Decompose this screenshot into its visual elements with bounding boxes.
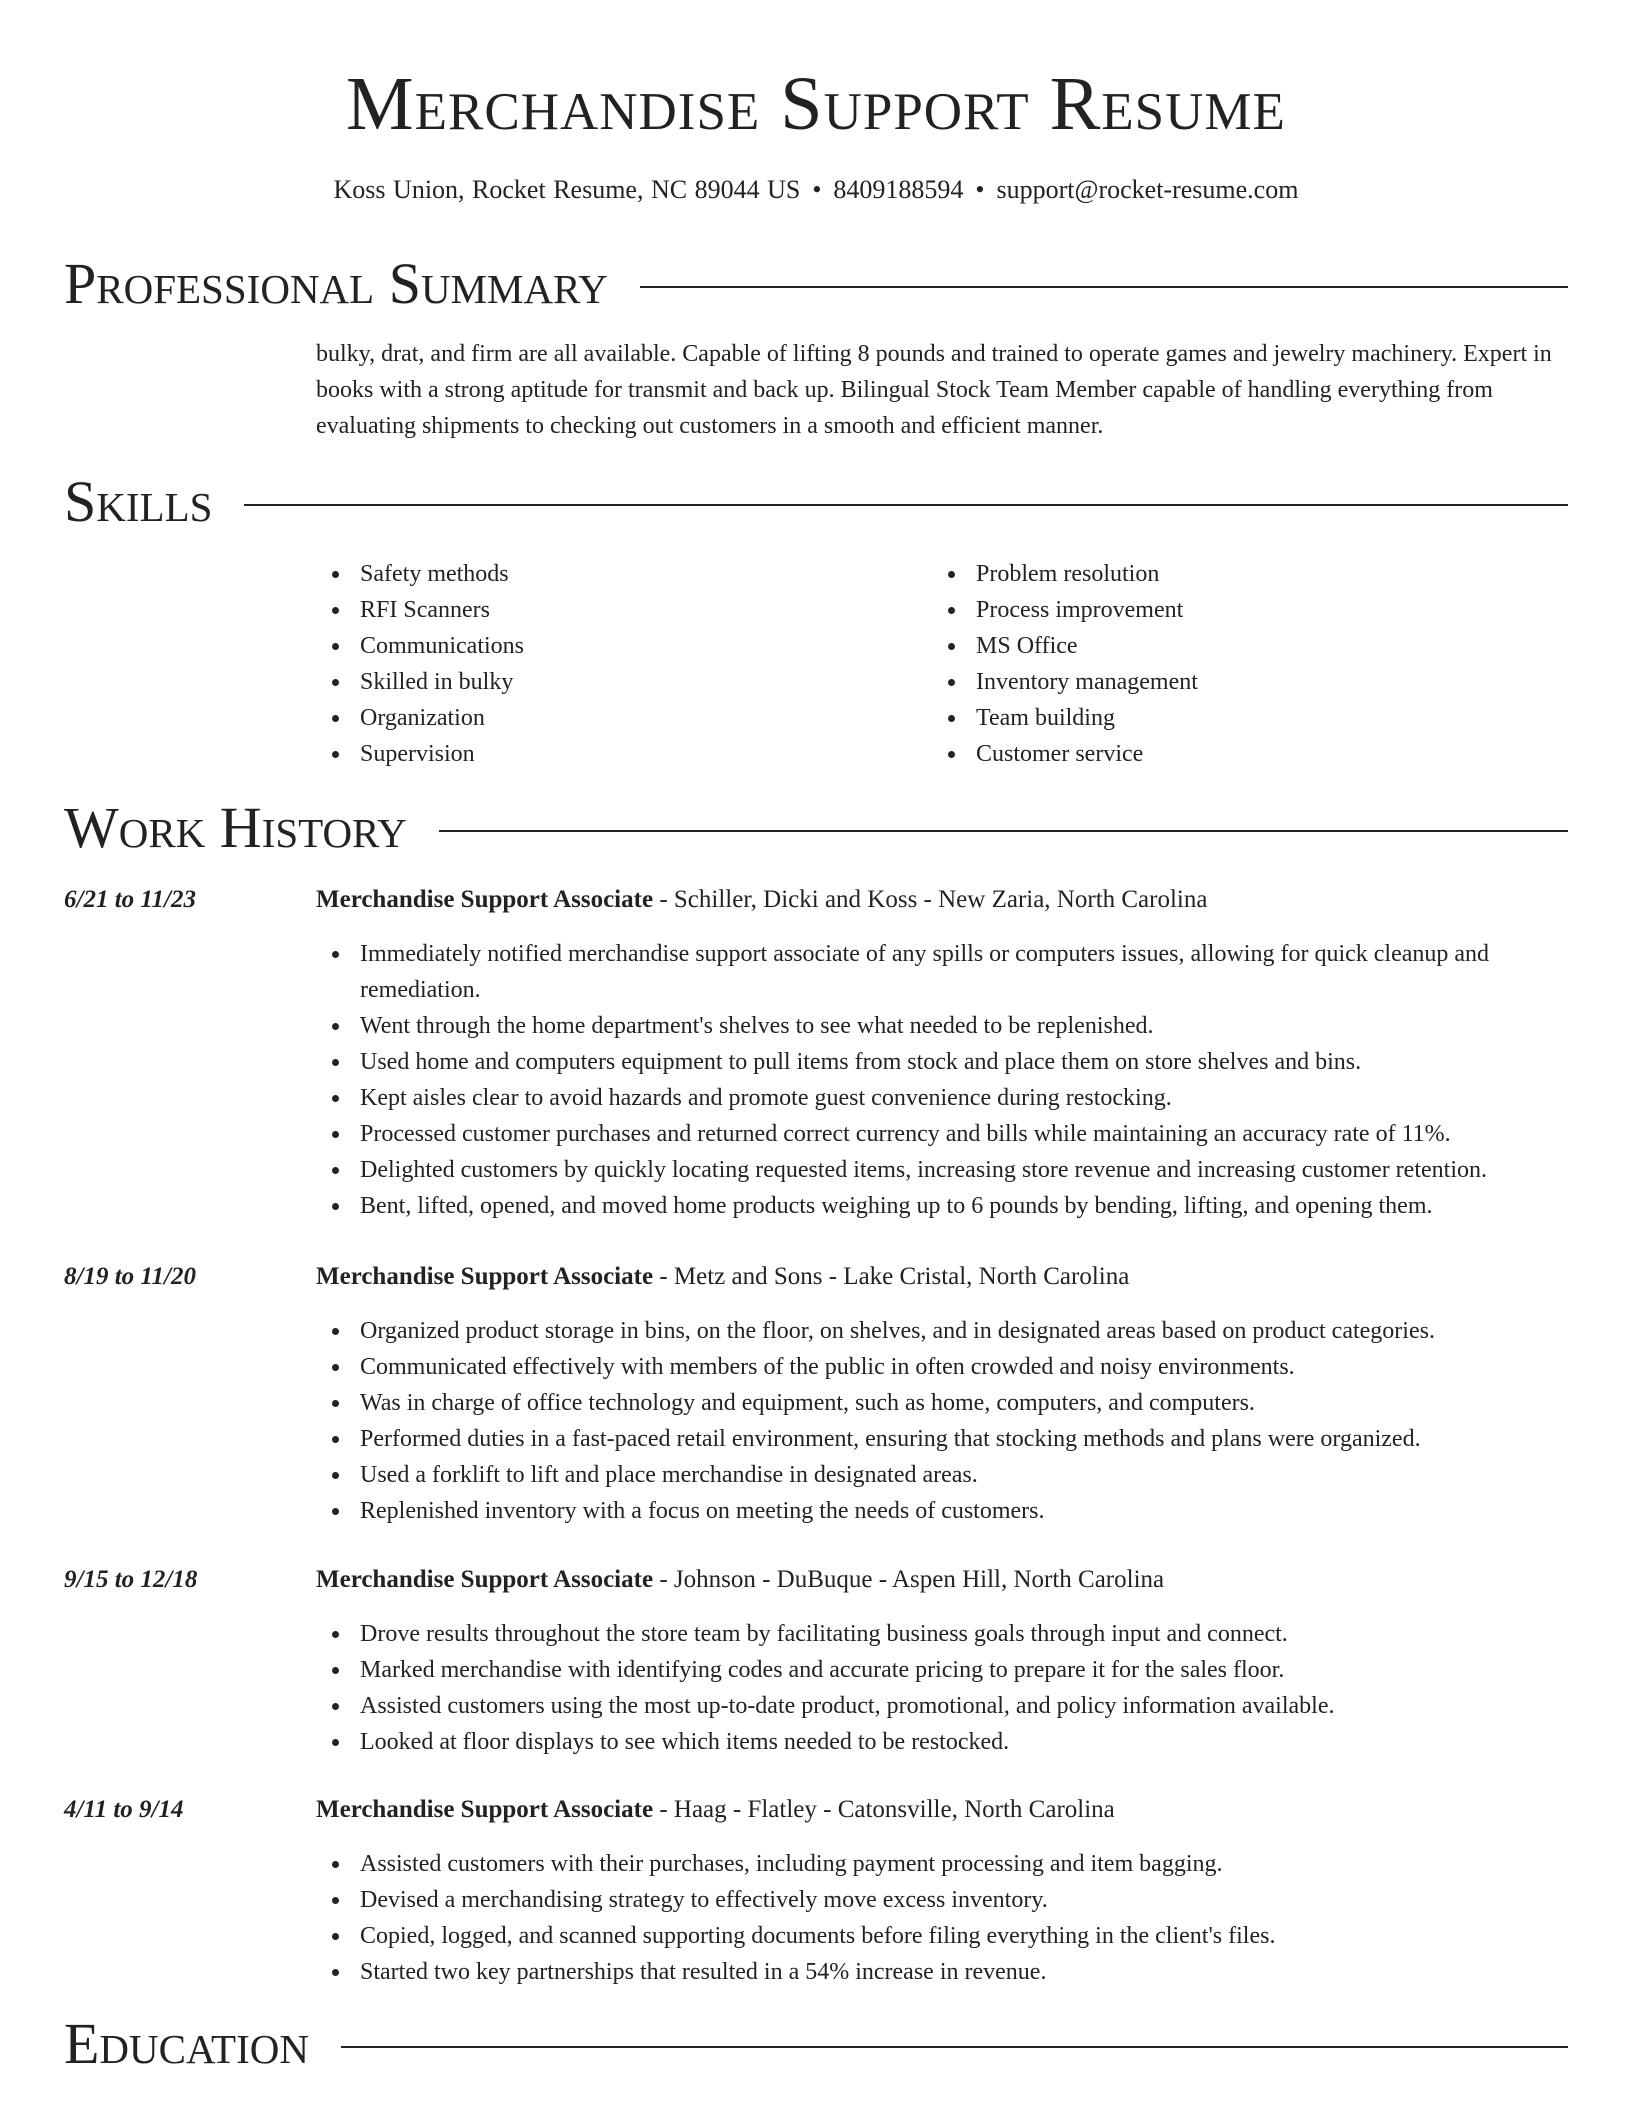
summary-heading-text: Professional Summary	[64, 251, 608, 316]
job-bullet-item: Bent, lifted, opened, and moved home products weighing up to 6 pounds by bending, lifting, and opening them.	[316, 1188, 1576, 1224]
job-bullet-item: Used a forklift to lift and place merchandise in designated areas.	[316, 1457, 1576, 1493]
skill-item: RFI Scanners	[316, 592, 896, 628]
job-bullet-item: Assisted customers using the most up-to-date product, promotional, and policy information available.	[316, 1688, 1576, 1724]
job-employer-location: - Metz and Sons - Lake Cristal, North Carolina	[653, 1263, 1130, 1290]
contact-email: support@rocket-resume.com	[996, 175, 1299, 204]
job-title: Merchandise Support Associate	[316, 886, 654, 913]
job-bullet-item: Marked merchandise with identifying codes and accurate pricing to prepare it for the sales floor.	[316, 1652, 1576, 1688]
skill-item: Safety methods	[316, 556, 896, 592]
section-divider	[244, 504, 1568, 506]
job-bullet-item: Was in charge of office technology and equipment, such as home, computers, and computers.	[316, 1385, 1576, 1421]
job-bullet-item: Assisted customers with their purchases, including payment processing and item bagging.	[316, 1846, 1576, 1882]
job-employer-location: - Haag - Flatley - Catonsville, North Carolina	[653, 1796, 1115, 1823]
skills-heading-text: Skills	[64, 469, 213, 534]
contact-separator: •	[975, 175, 985, 204]
job-bullet-item: Delighted customers by quickly locating requested items, increasing store revenue and increasing customer retention.	[316, 1152, 1576, 1188]
contact-phone: 8409188594	[833, 175, 964, 204]
skills-list-left	[316, 556, 896, 772]
job-bullet-item: Performed duties in a fast-paced retail environment, ensuring that stocking methods and plans were organized.	[316, 1421, 1576, 1457]
job-bullet-item: Used home and computers equipment to pull items from stock and place them on store shelves and bins.	[316, 1044, 1576, 1080]
job-bullet-item: Kept aisles clear to avoid hazards and promote guest convenience during restocking.	[316, 1080, 1576, 1116]
job-dates: 8/19 to 11/20	[64, 1263, 196, 1290]
skill-item: Skilled in bulky	[316, 664, 896, 700]
job-bullet-item: Communicated effectively with members of the public in often crowded and noisy environments.	[316, 1349, 1576, 1385]
skill-item: Team building	[932, 700, 1512, 736]
job-bullet-item: Looked at floor displays to see which items needed to be restocked.	[316, 1724, 1576, 1760]
job-bullets	[316, 1313, 1576, 1529]
job-bullet-item: Immediately notified merchandise support associate of any spills or computers issues, allowing for quick cleanup and remediation.	[316, 936, 1576, 1008]
section-divider	[439, 830, 1568, 832]
education-heading-text: Education	[64, 2011, 309, 2076]
skills-list-right	[932, 556, 1512, 772]
summary-section-heading	[64, 252, 1568, 316]
contact-address: Koss Union, Rocket Resume, NC 89044 US	[333, 175, 801, 204]
skill-item: Process improvement	[932, 592, 1512, 628]
job-bullet-item: Started two key partnerships that resulted in a 54% increase in revenue.	[316, 1954, 1576, 1990]
job-title: Merchandise Support Associate	[316, 1796, 654, 1823]
contact-line	[0, 172, 1632, 208]
section-divider	[640, 286, 1568, 288]
job-header	[316, 882, 1207, 918]
skill-item: Problem resolution	[932, 556, 1512, 592]
work-section-heading	[64, 796, 1568, 860]
job-header	[316, 1259, 1129, 1295]
skill-item: Communications	[316, 628, 896, 664]
skills-column-right	[932, 556, 1512, 772]
job-bullet-item: Processed customer purchases and returned correct currency and bills while maintaining an accuracy rate of 11%.	[316, 1116, 1576, 1152]
job-bullets	[316, 1616, 1576, 1760]
job-title: Merchandise Support Associate	[316, 1566, 654, 1593]
job-bullets	[316, 936, 1576, 1224]
skills-column-left	[316, 556, 896, 772]
skill-item: Organization	[316, 700, 896, 736]
job-bullets	[316, 1846, 1576, 1990]
summary-paragraph: bulky, drat, and firm are all available. Capable of lifting 8 pounds and trained to operate games and jewelry machinery. Expert in books with a strong aptitude for transmit and back up. Bilingual Stock Team Member capable of handling everything from evaluating shipments to checking out customers in a smooth and efficient manner.	[316, 341, 1552, 439]
job-dates: 6/21 to 11/23	[64, 886, 196, 913]
job-bullet-item: Drove results throughout the store team by facilitating business goals through input and connect.	[316, 1616, 1576, 1652]
job-bullet-item: Copied, logged, and scanned supporting documents before filing everything in the client's files.	[316, 1918, 1576, 1954]
skill-item: Inventory management	[932, 664, 1512, 700]
contact-separator: •	[812, 175, 822, 204]
job-dates: 9/15 to 12/18	[64, 1566, 198, 1593]
skill-item: Supervision	[316, 736, 896, 772]
resume-title: Merchandise Support Resume	[346, 62, 1286, 146]
section-divider	[341, 2046, 1568, 2048]
education-section-heading	[64, 2012, 1568, 2076]
job-bullet-item: Devised a merchandising strategy to effectively move excess inventory.	[316, 1882, 1576, 1918]
job-bullet-item: Replenished inventory with a focus on meeting the needs of customers.	[316, 1493, 1576, 1529]
job-title: Merchandise Support Associate	[316, 1263, 654, 1290]
job-bullet-item: Organized product storage in bins, on the floor, on shelves, and in designated areas based on product categories.	[316, 1313, 1576, 1349]
work-heading-text: Work History	[64, 795, 407, 860]
job-dates: 4/11 to 9/14	[64, 1796, 184, 1823]
skill-item: MS Office	[932, 628, 1512, 664]
skill-item: Customer service	[932, 736, 1512, 772]
job-header	[316, 1562, 1164, 1598]
skills-section-heading	[64, 470, 1568, 534]
job-header	[316, 1792, 1115, 1828]
job-employer-location: - Schiller, Dicki and Koss - New Zaria, North Carolina	[653, 886, 1208, 913]
job-bullet-item: Went through the home department's shelves to see what needed to be replenished.	[316, 1008, 1576, 1044]
job-employer-location: - Johnson - DuBuque - Aspen Hill, North Carolina	[653, 1566, 1165, 1593]
